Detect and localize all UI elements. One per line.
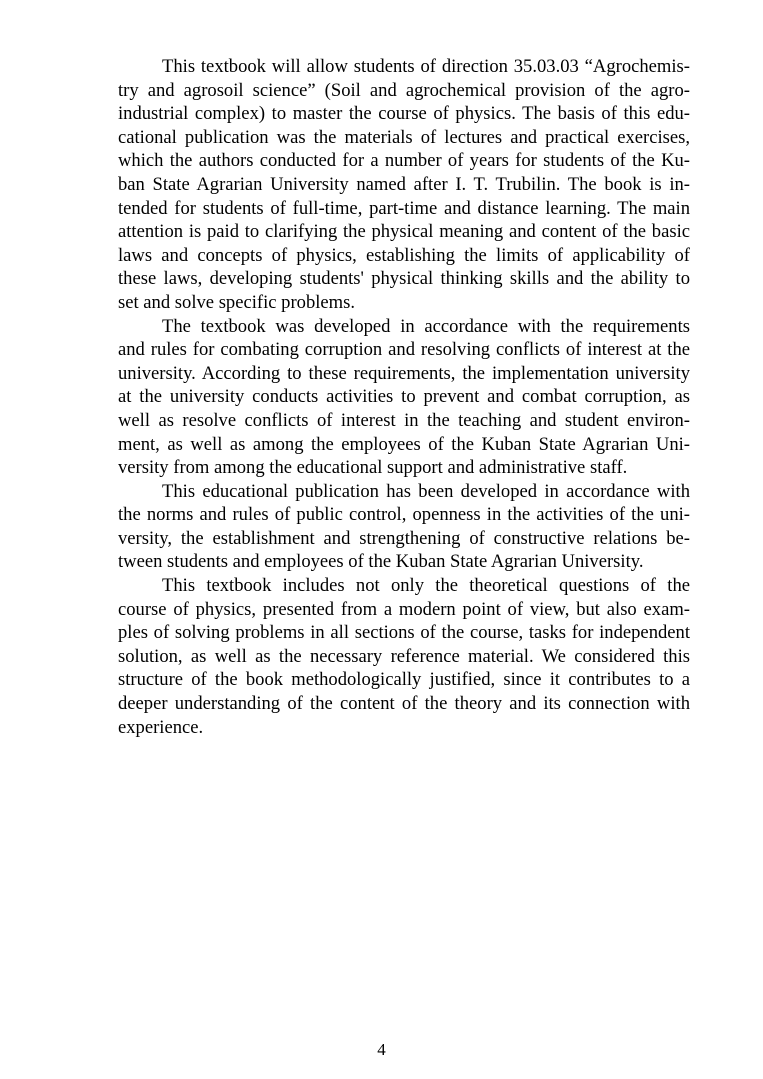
text-line: which the authors conducted for a number of years for students of the Ku-	[118, 150, 690, 172]
text-line: course of physics, presented from a modern point of view, but also exam-	[118, 598, 690, 620]
text-line: experience.	[118, 716, 204, 738]
text-line: structure of the book methodologically justified, since it contributes to a	[118, 669, 690, 691]
paragraph-4	[74, 574, 690, 739]
text-line: ban State Agrarian University named after I. T. Trubilin. The book is in-	[118, 173, 690, 195]
paragraph-1	[74, 55, 690, 315]
text-line: This educational publication has been developed in accordance with	[162, 480, 690, 502]
text-line: set and solve specific problems.	[118, 291, 356, 313]
page-body	[74, 55, 690, 739]
text-line: attention is paid to clarifying the physical meaning and content of the basic	[118, 221, 690, 243]
text-line: try and agrosoil science” (Soil and agrochemical provision of the agro-	[118, 79, 690, 101]
text-line: versity, the establishment and strengthening of constructive relations be-	[118, 527, 690, 549]
paragraph-2	[74, 315, 690, 480]
text-line: versity from among the educational support and administrative staff.	[118, 457, 628, 479]
text-line: and rules for combating corruption and resolving conflicts of interest at the	[118, 339, 690, 361]
text-line: tended for students of full-time, part-time and distance learning. The main	[118, 197, 690, 219]
text-line: at the university conducts activities to prevent and combat corruption, as	[118, 386, 690, 408]
text-line: industrial complex) to master the course of physics. The basis of this edu-	[118, 103, 690, 125]
text-line: ment, as well as among the employees of the Kuban State Agrarian Uni-	[118, 433, 690, 455]
text-line: solution, as well as the necessary reference material. We considered this	[118, 645, 690, 667]
text-line: the norms and rules of public control, openness in the activities of the uni-	[118, 504, 690, 526]
text-line: well as resolve conflicts of interest in the teaching and student environ-	[118, 409, 690, 431]
text-line: laws and concepts of physics, establishing the limits of applicability of	[118, 244, 690, 266]
text-line: these laws, developing students' physical thinking skills and the ability to	[118, 268, 690, 290]
text-line: university. According to these requirements, the implementation university	[118, 362, 690, 384]
text-line: tween students and employees of the Kuban State Agrarian University.	[118, 551, 644, 573]
text-line: cational publication was the materials of lectures and practical exercises,	[118, 126, 690, 148]
text-line: This textbook includes not only the theoretical questions of the	[162, 575, 690, 597]
text-line: ples of solving problems in all sections of the course, tasks for independent	[118, 622, 690, 644]
paragraph-3	[74, 480, 690, 574]
page-number: 4	[377, 1040, 386, 1059]
text-line: This textbook will allow students of direction 35.03.03 “Agrochemis-	[162, 56, 690, 77]
text-line: The textbook was developed in accordance with the requirements	[162, 315, 690, 337]
text-line: deeper understanding of the content of the theory and its connection with	[118, 693, 690, 715]
